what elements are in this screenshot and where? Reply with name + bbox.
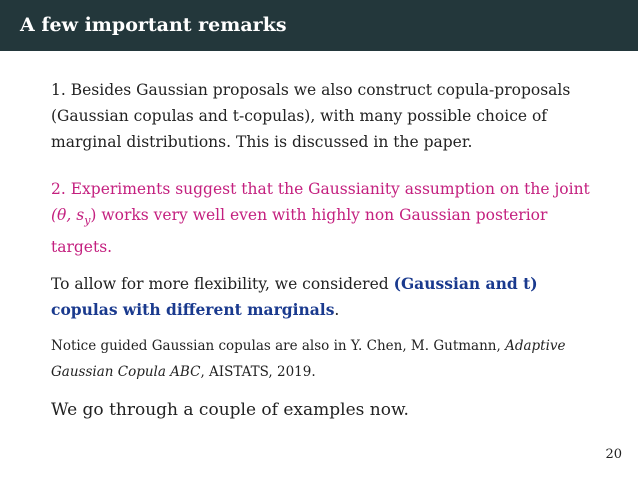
flexibility-bold: copulas with different marginals — [51, 300, 335, 319]
slide-header — [0, 0, 638, 51]
remark-1-line: marginal distributions. This is discussed in the paper. — [51, 133, 473, 151]
remark-1 — [51, 77, 611, 155]
remark-2 — [51, 176, 611, 260]
flexibility-end: . — [334, 301, 340, 319]
flexibility-plain: To allow for more flexibility, we considered — [51, 275, 394, 293]
notice-plain: Notice guided Gaussian copulas are also in Y. Chen, M. Gutmann, — [51, 338, 506, 354]
page-number: 20 — [605, 447, 622, 462]
remark-1-line: 1. Besides Gaussian proposals we also construct copula-proposals — [51, 81, 571, 99]
remark-2-line: targets. — [51, 238, 113, 257]
flexibility-remark — [51, 271, 611, 323]
notice-line — [51, 359, 611, 385]
notice-line — [51, 333, 611, 359]
closing-remark — [51, 397, 611, 423]
remark-1-line: (Gaussian copulas and t-copulas), with many possible choice of — [51, 107, 548, 125]
flexibility-line — [51, 297, 611, 323]
remark-2-line — [51, 202, 611, 234]
math-theta-sy: (θ, s — [51, 206, 85, 224]
math-subscript: y — [84, 214, 91, 228]
flexibility-line — [51, 271, 611, 297]
closing-line: We go through a couple of examples now. — [51, 400, 409, 420]
remark-2-line-rest: works very well even with highly non Gaussian posterior — [96, 206, 548, 224]
notice-italic: Adaptive — [505, 338, 566, 354]
notice-plain: , AISTATS, 2019. — [200, 364, 316, 380]
notice-italic: Gaussian Copula ABC — [51, 364, 201, 380]
math-close-paren: ) — [90, 206, 97, 224]
notice-remark — [51, 333, 611, 385]
flexibility-bold: (Gaussian and t) — [393, 274, 538, 293]
remark-2-line: 2. Experiments suggest that the Gaussianity assumption on the joint — [51, 180, 590, 198]
slide-title: A few important remarks — [20, 14, 287, 36]
